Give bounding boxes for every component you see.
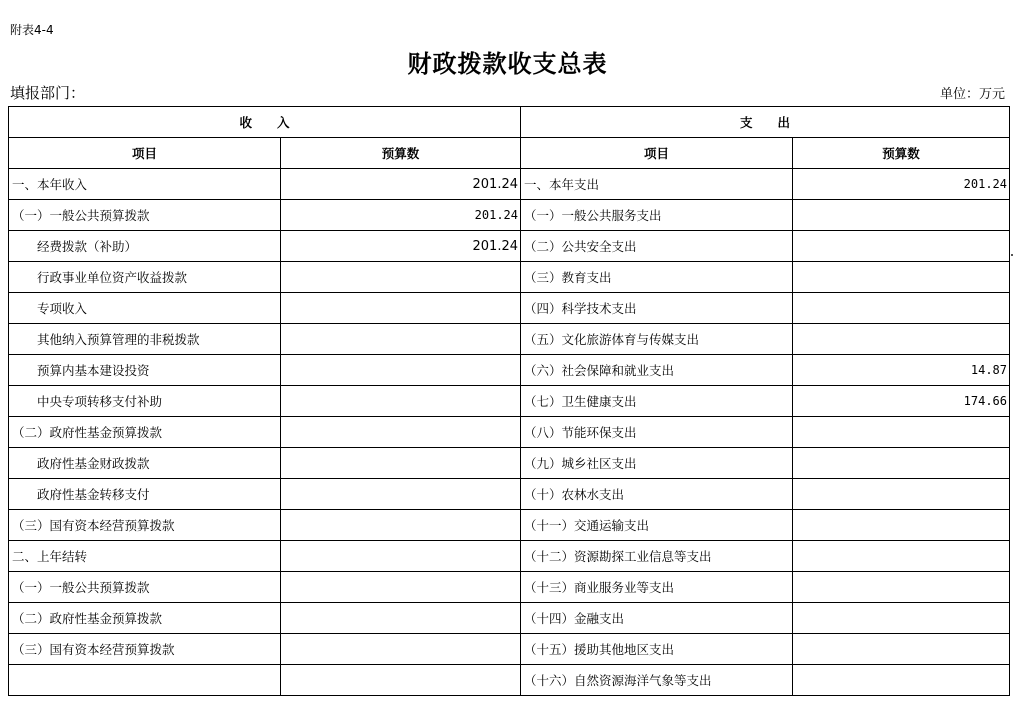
expense-item-cell: （八）节能环保支出 [521, 417, 793, 448]
income-value-cell [281, 386, 521, 417]
department-label: 填报部门： [10, 84, 86, 102]
expense-value-cell [793, 479, 1010, 510]
unit-label: 单位：万元 [939, 87, 1005, 102]
page-title: 财政拨款收支总表 [407, 49, 608, 78]
income-section-header: 收 入 [9, 107, 521, 138]
income-value-cell [281, 479, 521, 510]
expense-item-cell: （九）城乡社区支出 [521, 448, 793, 479]
expense-value-cell [793, 634, 1010, 665]
income-item-cell: 行政事业单位资产收益拨款 [9, 262, 281, 293]
expense-value-cell: 174.66 [793, 386, 1010, 417]
expense-item-cell: （一）一般公共服务支出 [521, 200, 793, 231]
expense-item-cell: （六）社会保障和就业支出 [521, 355, 793, 386]
table-body [9, 169, 1010, 696]
income-item-header: 项目 [9, 138, 281, 169]
income-item-cell: （三）国有资本经营预算拨款 [9, 510, 281, 541]
expense-value-cell [793, 231, 1010, 262]
expense-budget-header: 预算数 [793, 138, 1010, 169]
expense-item-cell: （十一）交通运输支出 [521, 510, 793, 541]
income-item-cell: 专项收入 [9, 293, 281, 324]
expense-item-cell: （十）农林水支出 [521, 479, 793, 510]
column-header-row [9, 138, 1010, 169]
income-item-cell: （二）政府性基金预算拨款 [9, 603, 281, 634]
table-row [9, 293, 1010, 324]
income-value-cell [281, 355, 521, 386]
expense-item-cell: （五）文化旅游体育与传媒支出 [521, 324, 793, 355]
income-item-cell: 经费拨款（补助） [9, 231, 281, 262]
table-row [9, 448, 1010, 479]
income-value-cell [281, 665, 521, 696]
income-value-cell [281, 603, 521, 634]
table-row [9, 355, 1010, 386]
table-row [9, 386, 1010, 417]
income-item-cell: 政府性基金转移支付 [9, 479, 281, 510]
income-value-cell [281, 634, 521, 665]
expense-value-cell: 14.87 [793, 355, 1010, 386]
expense-value-cell [793, 541, 1010, 572]
table-row [9, 479, 1010, 510]
expense-item-cell: （十二）资源勘探工业信息等支出 [521, 541, 793, 572]
table-row [9, 324, 1010, 355]
income-value-cell [281, 324, 521, 355]
income-item-cell [9, 665, 281, 696]
expense-item-cell: 一、本年支出 [521, 169, 793, 200]
income-value-cell [281, 293, 521, 324]
expense-item-header: 项目 [521, 138, 793, 169]
expense-value-cell [793, 510, 1010, 541]
expense-value-cell [793, 324, 1010, 355]
income-value-cell: 201.24 [281, 231, 521, 262]
expense-value-cell [793, 448, 1010, 479]
expense-item-cell: （十五）援助其他地区支出 [521, 634, 793, 665]
income-item-cell: （三）国有资本经营预算拨款 [9, 634, 281, 665]
income-value-cell [281, 572, 521, 603]
expense-value-cell [793, 200, 1010, 231]
income-value-cell [281, 262, 521, 293]
expense-item-cell: （十四）金融支出 [521, 603, 793, 634]
table-row [9, 665, 1010, 696]
income-item-cell: 二、上年结转 [9, 541, 281, 572]
budget-table [8, 106, 1010, 696]
income-item-cell: （二）政府性基金预算拨款 [9, 417, 281, 448]
income-item-cell: 预算内基本建设投资 [9, 355, 281, 386]
income-value-cell [281, 448, 521, 479]
expense-value-cell [793, 603, 1010, 634]
expense-value-cell [793, 293, 1010, 324]
table-row [9, 231, 1010, 262]
expense-item-cell: （十六）自然资源海洋气象等支出 [521, 665, 793, 696]
expense-value-cell [793, 665, 1010, 696]
expense-item-cell: （十三）商业服务业等支出 [521, 572, 793, 603]
expense-section-header: 支 出 [521, 107, 1010, 138]
income-budget-header: 预算数 [281, 138, 521, 169]
expense-item-cell: （二）公共安全支出 [521, 231, 793, 262]
income-item-cell: （一）一般公共预算拨款 [9, 200, 281, 231]
table-row [9, 417, 1010, 448]
table-row [9, 169, 1010, 200]
expense-item-cell: （三）教育支出 [521, 262, 793, 293]
income-item-cell: 中央专项转移支付补助 [9, 386, 281, 417]
income-item-cell: 一、本年收入 [9, 169, 281, 200]
expense-item-cell: （七）卫生健康支出 [521, 386, 793, 417]
expense-value-cell: 201.24 [793, 169, 1010, 200]
income-value-cell [281, 510, 521, 541]
table-row [9, 634, 1010, 665]
table-row [9, 572, 1010, 603]
income-value-cell: 201.24 [281, 200, 521, 231]
income-value-cell [281, 417, 521, 448]
section-header-row [9, 107, 1010, 138]
expense-item-cell: （四）科学技术支出 [521, 293, 793, 324]
table-row [9, 510, 1010, 541]
income-value-cell: 201.24 [281, 169, 521, 200]
income-value-cell [281, 541, 521, 572]
table-row [9, 262, 1010, 293]
table-row [9, 603, 1010, 634]
expense-value-cell [793, 572, 1010, 603]
income-item-cell: （一）一般公共预算拨款 [9, 572, 281, 603]
expense-value-cell [793, 262, 1010, 293]
attachment-label: 附表4-4 [10, 23, 54, 37]
stray-dot [1011, 254, 1013, 256]
income-item-cell: 政府性基金财政拨款 [9, 448, 281, 479]
expense-value-cell [793, 417, 1010, 448]
income-item-cell: 其他纳入预算管理的非税拨款 [9, 324, 281, 355]
table-row [9, 200, 1010, 231]
table-row [9, 541, 1010, 572]
